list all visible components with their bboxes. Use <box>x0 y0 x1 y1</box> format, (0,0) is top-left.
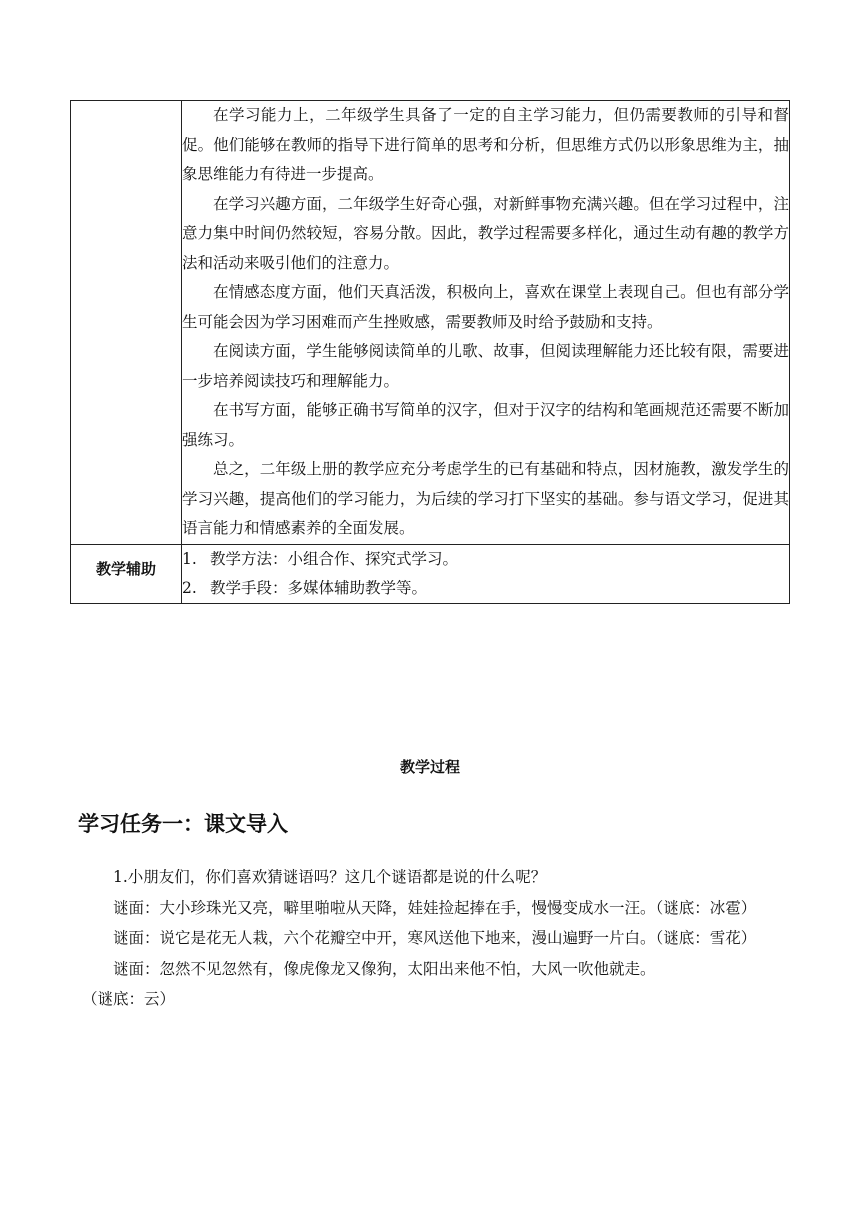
riddle-cloud: 谜面：忽然不见忽然有，像虎像龙又像狗，太阳出来他不怕，大风一吹他就走。 <box>113 959 656 978</box>
analysis-paragraph-interest: 在学习兴趣方面，二年级学生好奇心强，对新鲜事物充满兴趣。但在学习过程中，注意力集中时间仍然较短，容易分散。因此，教学过程需要多样化，通过生动有趣的教学方法和活动来吸引他们的注意力。 <box>182 194 789 272</box>
analysis-paragraph-writing: 在书写方面，能够正确书写简单的汉字，但对于汉字的结构和笔画规范还需要不断加强练习。 <box>182 401 789 449</box>
analysis-paragraph-ability: 在学习能力上，二年级学生具备了一定的自主学习能力，但仍需要教师的引导和督促。他们能够在教师的指导下进行简单的思考和分析，但思维方式仍以形象思维为主，抽象思维能力有待进一步提高。 <box>182 106 789 183</box>
list-number: 1. <box>182 549 197 568</box>
riddle-cloud-answer: （谜底：云） <box>82 990 176 1008</box>
analysis-paragraph-emotion: 在情感态度方面，他们天真活泼，积极向上，喜欢在课堂上表现自己。但也有部分学生可能会因为学习困难而产生挫败感，需要教师及时给予鼓励和支持。 <box>182 283 789 331</box>
teaching-aids-label-cell <box>71 544 182 603</box>
list-number: 2. <box>182 578 197 597</box>
teaching-aid-item <box>182 545 789 574</box>
teaching-aids-content <box>182 544 790 603</box>
student-analysis-content <box>182 101 790 545</box>
teaching-aids-row <box>71 544 790 603</box>
riddle-snowflake: 谜面：说它是花无人栽，六个花瓣空中开，寒风送他下地来，漫山遍野一片白。（谜底：雪花） <box>113 929 757 947</box>
student-analysis-row <box>71 101 790 545</box>
task-one-heading: 学习任务一：课文导入 <box>78 812 288 836</box>
lesson-plan-table <box>70 100 790 604</box>
intro-section <box>82 862 782 1015</box>
analysis-paragraph-reading: 在阅读方面，学生能够阅读简单的儿歌、故事，但阅读理解能力还比较有限，需要进一步培养阅读技巧和理解能力。 <box>182 342 789 390</box>
riddle-hail: 谜面：大小珍珠光又亮，噼里啪啦从天降，娃娃捡起捧在手，慢慢变成水一汪。（谜底：冰雹） <box>113 898 757 917</box>
teaching-aid-text: 教学方法：小组合作、探究式学习。 <box>210 549 459 568</box>
teaching-aids-label: 教学辅助 <box>95 559 156 578</box>
teaching-aid-text: 教学手段：多媒体辅助教学等。 <box>210 578 428 597</box>
teaching-process-title: 教学过程 <box>399 758 460 776</box>
teaching-aid-item <box>182 574 789 603</box>
analysis-paragraph-summary: 总之，二年级上册的教学应充分考虑学生的已有基础和特点，因材施教，激发学生的学习兴趣，提高他们的学习能力，为后续的学习打下坚实的基础。参与语文学习，促进其语言能力和情感素养的全面发展。 <box>182 460 789 537</box>
intro-question: 1.小朋友们，你们喜欢猜谜语吗？这几个谜语都是说的什么呢？ <box>113 868 547 886</box>
student-analysis-label-cell <box>71 101 182 545</box>
